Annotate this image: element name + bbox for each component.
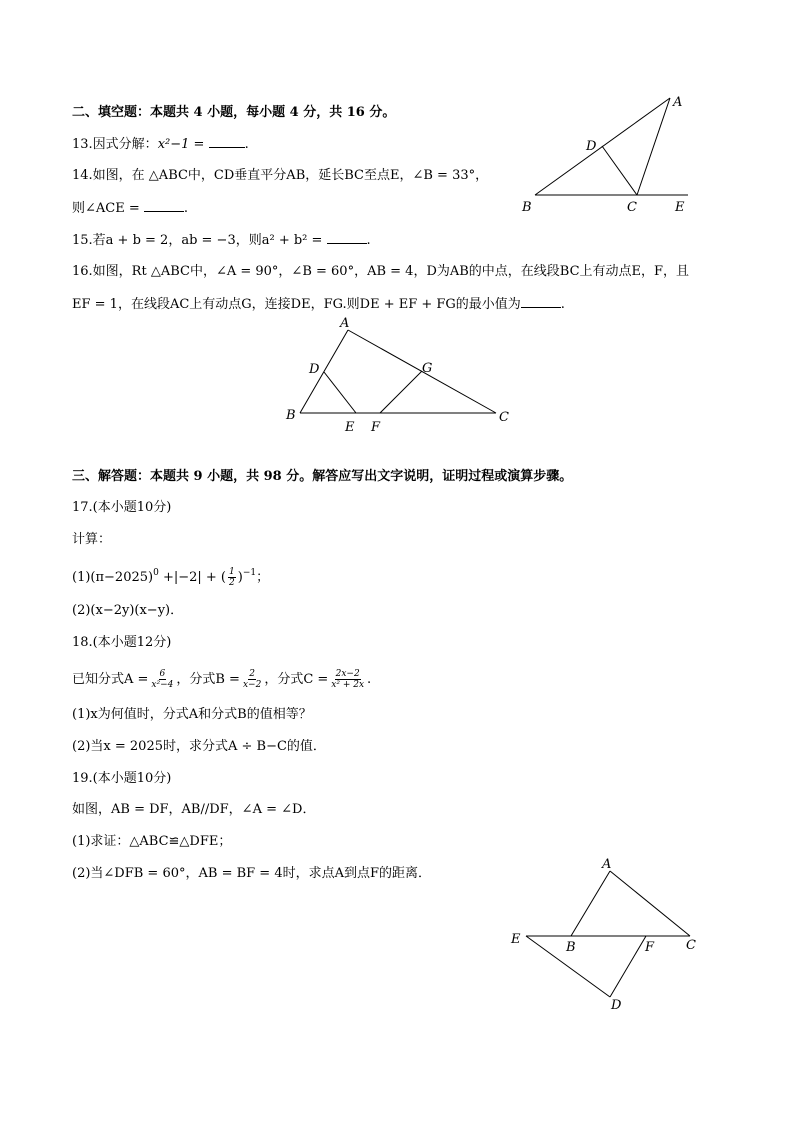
fig16-line-DE: [324, 372, 356, 413]
q18-fraction-C: [330, 669, 365, 690]
q18-fraction-B: [242, 669, 262, 690]
q15-text: 15.若a + b = 2，ab = −3，则a² + b² =: [72, 233, 323, 248]
q18-C-den: x² + 2x: [331, 680, 365, 690]
q18-given-c: ，分式C =: [264, 672, 329, 687]
question-15: [72, 231, 371, 250]
q18-given-b: ，分式B =: [176, 672, 240, 687]
q14-end: .: [183, 201, 189, 216]
q17-fraction-half: [228, 567, 236, 588]
fig16-label-C: C: [499, 410, 509, 425]
q13-prefix: 13.因式分解：: [72, 137, 158, 152]
question-16-line1: 16.如图，Rt △ABC中，∠A = 90°，∠B = 60°，AB = 4，D为AB的中点，在线段BC上有动点E，F，且: [72, 264, 690, 279]
fig19-label-B: B: [566, 940, 576, 955]
q16-line2-text: EF = 1，在线段AC上有动点G，连接DE，FG.则DE + EF + FG的最小值为: [72, 297, 521, 312]
q17-p1-b: +|−2| + (: [158, 570, 227, 585]
q17-intro: 计算：: [72, 532, 112, 547]
fig19-line-AB: [571, 871, 610, 936]
q14-answer-blank[interactable]: [144, 199, 184, 212]
question-14-line1: 14.如图，在 △ABC中，CD垂直平分AB，延长BC至点E，∠B = 33°，: [72, 168, 489, 183]
q17-frac-num: 1: [229, 567, 235, 577]
q18-C-num: 2x−2: [335, 669, 360, 679]
q17-p1-c: ): [237, 570, 243, 585]
fig16-label-G: G: [422, 361, 433, 376]
q18-head: 18.(本小题12分): [72, 635, 172, 650]
q18-part2: (2)当x = 2025时，求分式A ÷ B−C的值．: [72, 739, 326, 754]
fig14-label-B: B: [522, 200, 532, 215]
q18-B-num: 2: [249, 669, 255, 679]
fig14-label-D: D: [586, 139, 597, 154]
q17-frac-den: 2: [229, 578, 235, 588]
q18-given-end: .: [367, 672, 372, 687]
fig16-label-A: A: [340, 316, 350, 331]
q17-p1-exp0: 0: [153, 568, 159, 578]
fig14-label-A: A: [673, 95, 683, 110]
q15-answer-blank[interactable]: [327, 231, 367, 244]
fig16-line-AC: [348, 330, 496, 413]
q18-given-a: 已知分式A =: [72, 672, 149, 687]
section-2-title: 二、填空题：本题共 4 小题，每小题 4 分，共 16 分。: [72, 105, 396, 120]
fig16-line-FG: [380, 371, 422, 413]
fig19-line-ED: [526, 936, 610, 997]
fig16-label-B: B: [286, 408, 296, 423]
q19-head: 19.(本小题10分): [72, 771, 172, 786]
q13-end: .: [244, 137, 249, 152]
q17-part1: [72, 567, 269, 588]
question-13: [72, 135, 249, 154]
q18-given: [72, 669, 371, 690]
section-3-title: 三、解答题：本题共 9 小题，共 98 分。解答应写出文字说明，证明过程或演算步骤。: [72, 469, 573, 484]
q19-part2: (2)当∠DFB = 60°，AB = BF = 4时，求点A到点F的距离．: [72, 866, 432, 881]
question-14-line2: [72, 199, 188, 218]
q15-end: .: [366, 233, 371, 248]
fig19-line-AC: [610, 871, 690, 936]
fig19-label-C: C: [686, 938, 696, 953]
q17-head: 17.(本小题10分): [72, 500, 172, 515]
fig16-line-BA: [300, 330, 348, 413]
q13-expr: x²−1 =: [157, 137, 205, 152]
fig14-label-C: C: [627, 200, 637, 215]
q17-p1-d: ；: [256, 570, 270, 585]
fig19-label-D: D: [611, 998, 622, 1013]
q14-prefix: 则∠ACE =: [72, 201, 140, 216]
q18-A-num: 6: [159, 669, 166, 679]
q18-A-den: x²−4: [151, 680, 174, 690]
q18-part1: (1)x为何值时，分式A和分式B的值相等？: [72, 707, 312, 722]
q16-answer-blank[interactable]: [521, 295, 561, 308]
q17-p1-a: (1)(π−2025): [72, 570, 154, 585]
fig14-label-E: E: [675, 200, 685, 215]
q18-fraction-A: [150, 669, 174, 690]
q17-p1-exp: −1: [242, 568, 257, 578]
fig19-line-DF: [610, 936, 646, 997]
q13-answer-blank[interactable]: [209, 135, 245, 148]
fig14-line-DC: [602, 146, 637, 195]
fig14-line-AC: [637, 98, 670, 195]
q19-given: 如图，AB = DF，AB//DF，∠A = ∠D．: [72, 802, 316, 817]
fig19-label-F: F: [645, 940, 655, 955]
q16-end: .: [560, 297, 565, 312]
fig19-label-A: A: [602, 857, 612, 872]
fig16-label-D: D: [309, 362, 320, 377]
fig16-label-F: F: [371, 420, 381, 435]
fig14-line-BA: [535, 98, 670, 195]
fig16-label-E: E: [345, 420, 355, 435]
q17-part2: (2)(x−2y)(x−y)．: [72, 603, 184, 618]
q19-part1: (1)求证：△ABC≌△DFE；: [72, 834, 232, 849]
q18-B-den: x−2: [242, 680, 262, 690]
fig19-label-E: E: [511, 932, 521, 947]
question-16-line2: [72, 295, 565, 314]
